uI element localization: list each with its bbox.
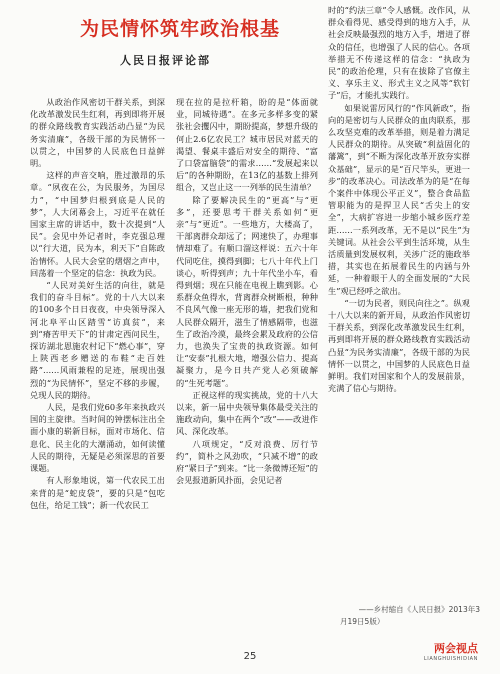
paragraph: 人民，是我们党60多年来执政兴国的主旋律。当时间的钟摆标注出全面小康的崭新目标，面对市场化、信息化、民主化的大潮涌动，如何读懂人民的期待，无疑是必须深思的首要课题。 <box>30 402 165 474</box>
paragraph: “一切为民者，则民向往之”。纵观十八大以来的新开局，从政治作风密切干群关系，到深化改革激发民生红利，再到即将开展的群众路线教育实践活动凸显“为民务实清廉”，各级干部的为民情怀一以贯之，中国梦的人民底色日益鲜明。我们对国家和个人的发展前景，充满了信心与期待。 <box>328 297 470 394</box>
section-logo <box>424 640 478 662</box>
paragraph: 如果说雷厉风行的“作风新政”，指向的是密切与人民群众的血肉联系，那么攻坚克难的改革举措，则是着力满足人民群众的期待。从突破“利益固化的藩篱”，到“不断为深化改革开放夯实群众基础”，显示的是“百尺竿头，更进一步”的改革决心。司法改革为的是“在每个案件中体现公平正义”，整合食品监管职能为的是捍卫人民“舌尖上的安全”，大病扩容进一步缩小城乡医疗差距……一系列改革，无不是以“民生”为关键词。从社会公平到生活环境，从生活质量到发展权利，关涉广泛的施政举措，其实也在拓展着民生的内涵与外延，一种着眼于人的全面发展的“大民生”观已经呼之欲出。 <box>328 102 470 296</box>
section-logo-en: LIANGHUISHIDIAN <box>423 656 478 662</box>
source-credit-line: ——乡村缩自《人民日报》2013年3 <box>358 605 480 614</box>
section-logo-cn: 两会视点 <box>434 642 478 655</box>
page-number: 25 <box>243 651 257 662</box>
paragraph: 有人形象地说，第一代农民工出来背的是“蛇皮袋”，要的只是“包吃包住，给足工钱”；新一代农民工 <box>30 475 165 510</box>
source-credit <box>340 604 480 628</box>
article-title: 为民情怀筑牢政治根基 <box>79 18 280 40</box>
paragraph: “人民对美好生活的向往，就是我们的奋斗目标”。党的十八大以来的100多个日日夜夜，中央领导深入河北阜平山区踏雪“访真贫”，来到“瘠苦甲天下”的甘肃定西问民生，探访湖北恩施农村记下“燃心事”，穿上陕西老乡赠送的布鞋“走百姓路”……风雨兼程的足迹，展现出强烈的“为民情怀”，坚定不移的步履，兑现人民的期待。 <box>30 280 165 400</box>
source-credit-line: 月19日5版） <box>340 617 385 626</box>
paragraph: 除了要解决民生的“更高”与“更多”，还要思考干群关系如何“更亲”与“更近”。一些地方，大楼高了，干部离群众却远了；网速快了，办理事情却难了。有顺口溜这样说：五六十年代同吃住，摸得到脚；七八十年代上门谈心，听得到声；九十年代坐小车，看得到烟；现在只能在电视上瞧到影。心系群众鱼得水，背离群众树断根，种种不良风气像一座无形的墙，把我们党和人民群众隔开，滋生了情感隔带，也滋生了政治冷漠，最终会累及政府的公信力，也涣失了宝贵的执政资源。如何让“安泰”扎根大地，增强公信力、提高凝聚力，是今日共产党人必须破解的“生死考题”。 <box>176 194 318 388</box>
paragraph: 这样的声音交响，胜过激昂的乐章。“夙夜在公，为民服务，为国尽力”，“中国梦归根到底是人民的梦”，人大闭幕会上，习近平在就任国家主席的讲话中，数十次提到“人民”。会见中外记者时，李克强总理以“行大道，民为本，利天下”自陈政治情怀。人民大会堂的熠熠之声中，回荡着一个坚定的信念：执政为民。 <box>30 170 165 278</box>
article-column-3 <box>328 4 470 395</box>
paragraph: 时的“约法三章”令人感慨。改作风，从群众看得见、感受得到的地方入手，从社会反映最强烈的地方入手，增进了群众的信任，也增强了人民的信心。各项举措无不传递这样的信念：“执政为民”的政治伦理，只有在拔除了官僚主义、享乐主义、形式主义之风等“软钉子”后，才能扎实践行。 <box>328 5 470 101</box>
paragraph: 八项规定，“反对浪费、厉行节约”，简朴之风劲吹，“只减不增”的政府“紧日子”到来。“比一条微博还短”的会见报道新风扑面，会见记者 <box>176 438 318 486</box>
paragraph: 现在拉的是拉杆箱，盼的是“体面就业，同城待遇”。在多元多样多变的紧张社会攫闪中，期盼提高，梦想升级的何止2.6亿农民工？城市居民对蓝天的渴望、餐桌丰盛后对安全的期待、“富了口袋富脑袋”的需求……“发展起来以后”的各种期盼，在13亿的基数上排列组合，又岂止这一一列举的民生清单？ <box>176 97 318 193</box>
paragraph: 正视这样的现实挑战，党的十八大以来，新一届中央领导集体最受关注的施政动向，集中在两个“改”——改进作风、深化改革。 <box>176 389 318 437</box>
article-byline: 人民日报评论部 <box>120 54 211 67</box>
article-column-2 <box>176 96 318 487</box>
article-column-1 <box>30 96 165 511</box>
paragraph: 从政治作风密切干群关系，到深化改革激发民生红利，再到即将开展的群众路线教育实践活动凸显“为民务实清廉”，各级干部的为民情怀一以贯之，中国梦的人民底色日益鲜明。 <box>30 97 165 169</box>
